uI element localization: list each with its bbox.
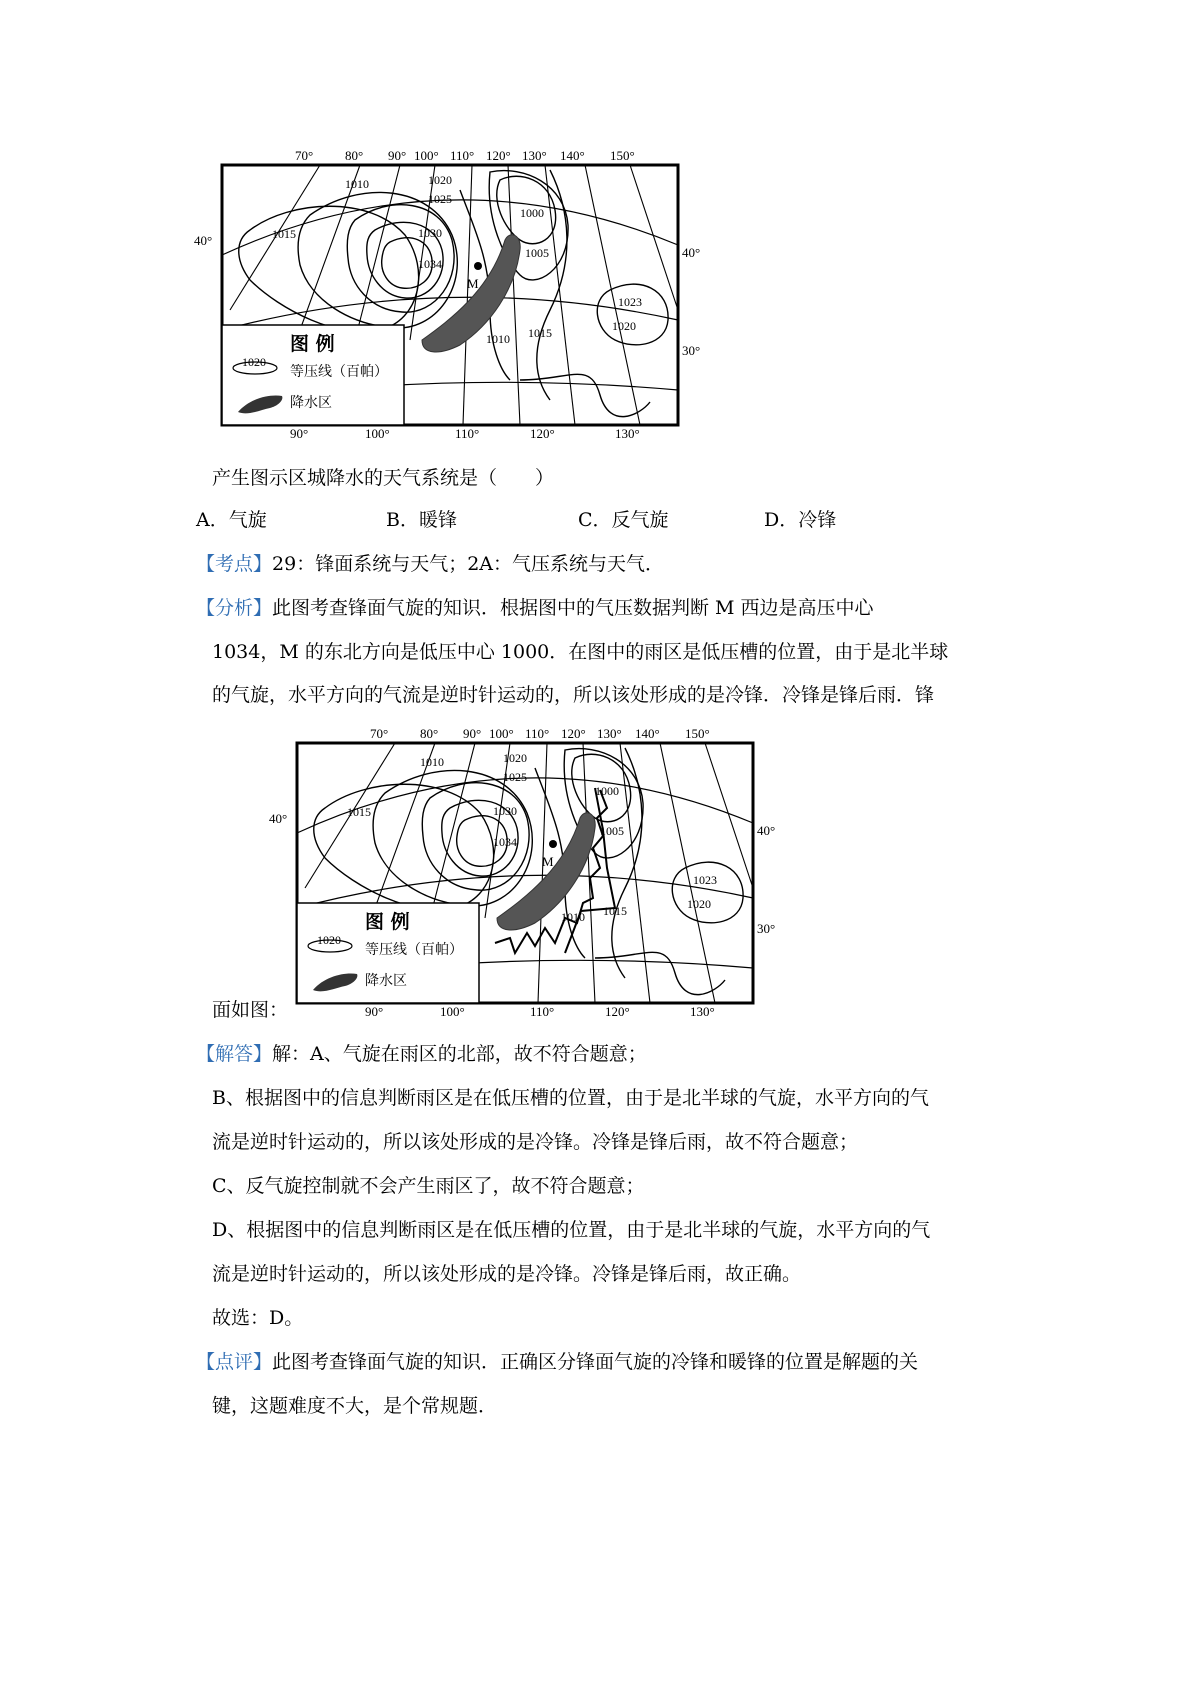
legend-rain-text: 降水区 [365,973,407,989]
lon-top-label: 130° [522,148,547,163]
lon-bottom-label: 110° [455,426,480,440]
dianping-line-1 [196,1350,918,1374]
legend-isobar-text: 等压线（百帕） [290,364,388,380]
jieda-line-3: 流是逆时针运动的，所以该处形成的是冷锋。冷锋是锋后雨，故不符合题意； [212,1131,859,1153]
isobar-label: 1023 [618,295,642,309]
lat-label: 40° [682,245,701,260]
lon-top-label: 120° [561,726,586,741]
isobar-label: 1010 [561,910,585,924]
jieda-line-5: D、根据图中的信息判断雨区是在低压槽的位置，由于是北半球的气旋，水平方向的气 [212,1219,931,1241]
lon-top-label: 70° [370,726,389,741]
kaodian-tag: 【考点】 [196,553,273,575]
isobar-label: 1030 [493,804,517,818]
lon-bottom-label: 110° [530,1004,555,1018]
isobar-label: 1030 [418,226,442,240]
isobar-label: 1015 [603,904,627,918]
lat-label: 40° [194,233,213,248]
lon-bottom-label: 100° [365,426,390,440]
lon-top-label: 70° [295,148,314,163]
fenxi-line-1 [196,596,874,620]
lon-top-label: 90° [463,726,482,741]
lon-top-label: 80° [345,148,364,163]
option-a: A．气旋 [196,509,267,531]
lat-label: 30° [757,921,776,936]
jieda-tag: 【解答】 [196,1043,273,1065]
question-stem: 产生图示区城降水的天气系统是（ ） [212,467,555,489]
weather-map-2 [265,718,795,1018]
lon-top-label: 100° [489,726,514,741]
dianping-tag: 【点评】 [196,1351,273,1373]
isobar-label: 1005 [525,246,549,260]
jieda-line-7: 故选：D。 [212,1307,304,1329]
lon-bottom-label: 100° [440,1004,465,1018]
fenxi-tail: 面如图： [212,999,289,1021]
jieda-line-4: C、反气旋控制就不会产生雨区了，故不符合题意； [212,1175,645,1197]
lon-top-label: 140° [635,726,660,741]
isobar-label: 1010 [345,177,369,191]
isobar-label: 1020 [612,319,636,333]
lat-label: 30° [682,343,701,358]
lat-label: 40° [269,811,288,826]
isobar-label: 1025 [503,770,527,784]
legend-title: 图 例 [290,333,335,355]
isobar-label: 1020 [503,751,527,765]
isobar-label: 1000 [520,206,544,220]
option-d: D．冷锋 [764,509,837,531]
kaodian-text: 29：锋面系统与天气；2A：气压系统与天气． [272,553,665,575]
point-m-label: M [467,276,479,291]
option-c: C．反气旋 [578,509,669,531]
isobar-label: 1010 [486,332,510,346]
map-legend [222,325,404,425]
legend-isobar-sample: 1020 [242,355,266,369]
lon-bottom-label: 90° [365,1004,384,1018]
fenxi-line-3: 的气旋，水平方向的气流是逆时针运动的，所以该处形成的是冷锋．冷锋是锋后雨．锋 [212,684,935,706]
lat-label: 40° [757,823,776,838]
kaodian-line [196,552,664,576]
jieda-line-1 [196,1042,647,1066]
legend-isobar-sample: 1020 [317,933,341,947]
dianping-line-2: 键，这题难度不大，是个常规题． [212,1395,498,1417]
legend-isobar-text: 等压线（百帕） [365,942,463,958]
isobar-label: 1015 [528,326,552,340]
jieda-first: 解：A、气旋在雨区的北部，故不符合题意； [272,1043,647,1065]
lon-top-label: 130° [597,726,622,741]
lon-top-label: 150° [610,148,635,163]
legend-rain-text: 降水区 [290,395,332,411]
fenxi-line-2: 1034，M 的东北方向是低压中心 1000．在图中的雨区是低压槽的位置，由于是北半球 [212,641,949,663]
isobar-label: 1025 [428,192,452,206]
lon-bottom-label: 120° [530,426,555,440]
fenxi-tag: 【分析】 [196,597,273,619]
weather-map-1 [190,140,720,440]
isobar-label: 1015 [347,805,371,819]
lon-top-label: 80° [420,726,439,741]
lon-top-label: 150° [685,726,710,741]
lon-top-label: 140° [560,148,585,163]
lon-bottom-label: 130° [615,426,640,440]
isobar-label: 1023 [693,873,717,887]
jieda-line-2: B、根据图中的信息判断雨区是在低压槽的位置，由于是北半球的气旋，水平方向的气 [212,1087,929,1109]
jieda-line-6: 流是逆时针运动的，所以该处形成的是冷锋。冷锋是锋后雨，故正确。 [212,1263,802,1285]
lon-bottom-label: 120° [605,1004,630,1018]
lon-top-label: 90° [388,148,407,163]
lon-top-label: 110° [525,726,550,741]
lon-top-label: 120° [486,148,511,163]
isobar-label: 1005 [600,824,624,838]
isobar-label: 1034 [418,257,442,271]
dianping-first: 此图考查锋面气旋的知识．正确区分锋面气旋的冷锋和暖锋的位置是解题的关 [272,1351,919,1373]
isobar-label: 1020 [687,897,711,911]
map-legend [297,903,479,1003]
point-m-dot [474,262,482,270]
isobar-label: 1015 [272,227,296,241]
isobar-label: 1034 [493,835,517,849]
lon-top-label: 100° [414,148,439,163]
lon-bottom-label: 130° [690,1004,715,1018]
legend-title: 图 例 [365,911,410,933]
fenxi-text: 此图考查锋面气旋的知识．根据图中的气压数据判断 M 西边是高压中心 [272,597,874,619]
isobar-label: 1000 [595,784,619,798]
isobar-label: 1020 [428,173,452,187]
point-m-label: M [542,854,554,869]
option-b: B．暖锋 [386,509,457,531]
lon-top-label: 110° [450,148,475,163]
lon-bottom-label: 90° [290,426,309,440]
isobar-label: 1010 [420,755,444,769]
